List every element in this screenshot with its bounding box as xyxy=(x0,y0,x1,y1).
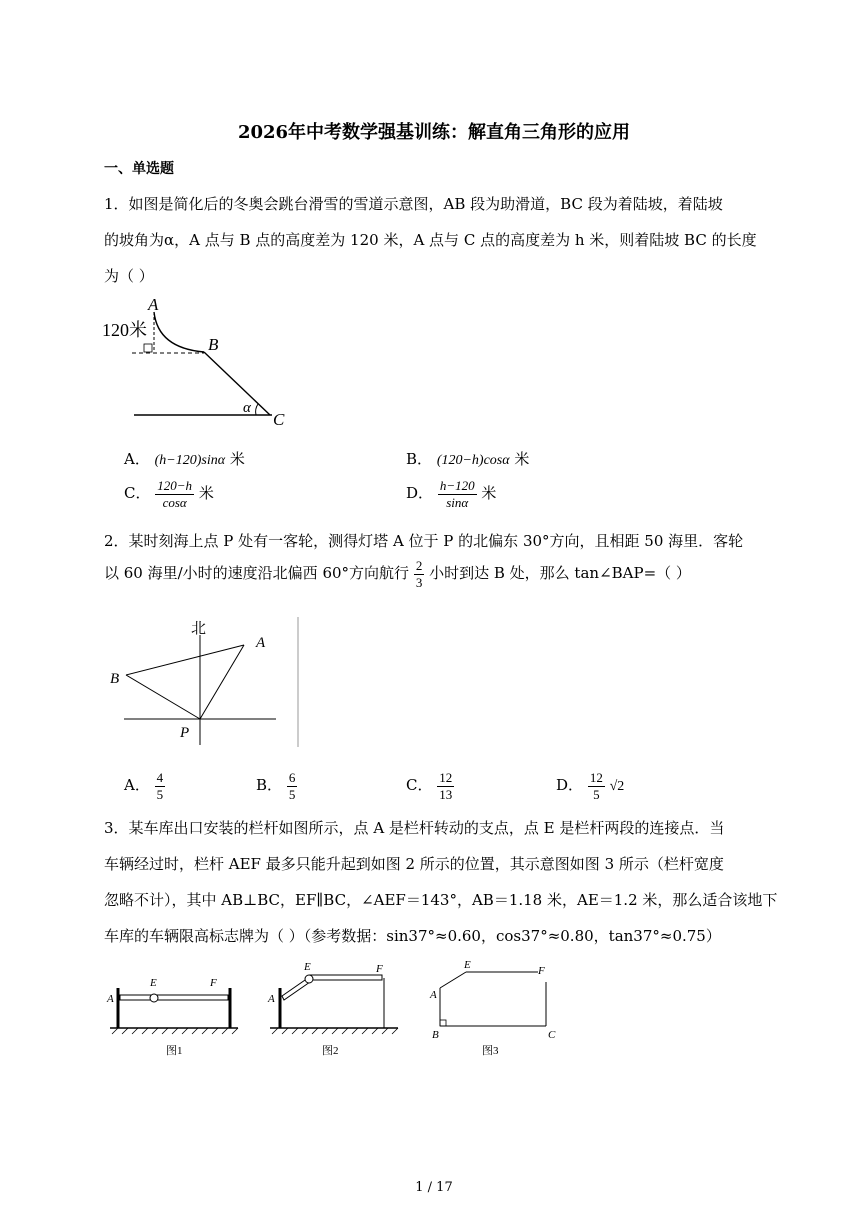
q1-fig-right-angle xyxy=(144,344,152,352)
q2-line-1: 2．某时刻海上点 P 处有一客轮，测得灯塔 A 位于 P 的北偏东 30°方向，且相距 50 海里．客轮 xyxy=(104,532,744,550)
svg-text:A: A xyxy=(430,989,437,1001)
svg-text:C: C xyxy=(548,1029,556,1041)
q1-fig-landing-slope xyxy=(204,352,270,415)
q2-fig-ab xyxy=(126,645,244,675)
svg-text:A: A xyxy=(268,993,275,1005)
q2-option-b: B． $\frac{6}{5}$ xyxy=(256,770,296,802)
q2-fig-point-a: A xyxy=(256,635,266,651)
q1-fig-angle-arc xyxy=(256,404,258,415)
svg-text:E: E xyxy=(304,961,311,973)
q1-option-d: D． $\frac{h-120}{\sin\alpha}$ 米 xyxy=(406,478,497,510)
q3-line-4: 车库的车辆限高标志牌为（ ）（参考数据：sin37°≈0.60，cos37°≈0.80，tan37°≈0.75） xyxy=(104,927,721,945)
svg-text:E: E xyxy=(150,977,157,989)
q2-fig-north: 北 xyxy=(191,621,207,637)
q1-option-b: B． (120−h)cosα 米 xyxy=(406,450,530,468)
q2-option-c: C． $\frac{12}{13}$ xyxy=(406,770,453,802)
q1-fig-slide-curve xyxy=(154,312,204,352)
svg-text:F: F xyxy=(210,977,217,989)
page-number: 1 / 17 xyxy=(415,1180,453,1195)
svg-text:F: F xyxy=(376,963,383,975)
q3-figure-2 xyxy=(264,960,404,1060)
svg-text:A: A xyxy=(107,993,114,1005)
q3-fig1-label: 图1 xyxy=(166,1045,183,1057)
q1-fig-point-c: C xyxy=(273,410,285,429)
q1-figure xyxy=(100,292,300,432)
q1-line-2: 的坡角为α，A 点与 B 点的高度差为 120 米，A 点与 C 点的高度差为 h 米，则着陆坡 BC 的长度 xyxy=(104,231,757,249)
q1-fig-height-label: 120米 xyxy=(102,320,147,340)
q1-fig-alpha: α xyxy=(243,400,251,416)
q2-line-2: 以 60 海里/小时的速度沿北偏西 60°方向航行 $\frac{2}{3}$ 小时到达 B 处，那么 tan∠BAP=（ ） xyxy=(104,558,691,590)
q2-fig-point-b: B xyxy=(110,671,120,687)
q3-figure-1 xyxy=(104,960,244,1060)
q1-line-1: 1．如图是简化后的冬奥会跳台滑雪的雪道示意图，AB 段为助滑道，BC 段为着陆坡，着陆坡 xyxy=(104,195,723,213)
q1-fig-point-a: A xyxy=(148,295,159,314)
q2-figure xyxy=(104,615,304,755)
q3-fig3-label: 图3 xyxy=(482,1045,499,1057)
q1-option-a: A． (h−120)sinα 米 xyxy=(124,450,245,468)
page-title: 2026年中考数学强基训练：解直角三角形的应用 xyxy=(237,122,631,143)
q2-fig-point-p: P xyxy=(180,725,190,741)
q1-line-3: 为（ ） xyxy=(104,267,154,285)
q3-line-3: 忽略不计），其中 AB⊥BC，EF∥BC，∠AEF＝143°，AB＝1.18 米，AE＝1.2 米，那么适合该地下 xyxy=(104,891,778,909)
q1-option-c: C． $\frac{120-h}{\cos\alpha}$ 米 xyxy=(124,478,214,510)
q3-figure-3 xyxy=(424,960,564,1060)
q1-fig-point-b: B xyxy=(208,335,219,354)
svg-text:B: B xyxy=(432,1029,439,1041)
q2-fig-pa xyxy=(200,645,244,719)
q3-fig2-label: 图2 xyxy=(322,1045,339,1057)
svg-text:F: F xyxy=(538,965,545,977)
q2-option-a: A． $\frac{4}{5}$ xyxy=(124,770,164,802)
section-heading: 一、单选题 xyxy=(104,161,174,177)
q2-fig-pb xyxy=(126,675,200,719)
svg-text:E: E xyxy=(464,960,471,971)
q3-line-2: 车辆经过时，栏杆 AEF 最多只能升起到如图 2 所示的位置，其示意图如图 3 所示（栏杆宽度 xyxy=(104,855,724,873)
q2-option-d: D． $\frac{12}{5}$ √2 xyxy=(556,770,625,802)
q3-line-1: 3．某车库出口安装的栏杆如图所示，点 A 是栏杆转动的支点，点 E 是栏杆两段的连接点．当 xyxy=(104,819,725,837)
